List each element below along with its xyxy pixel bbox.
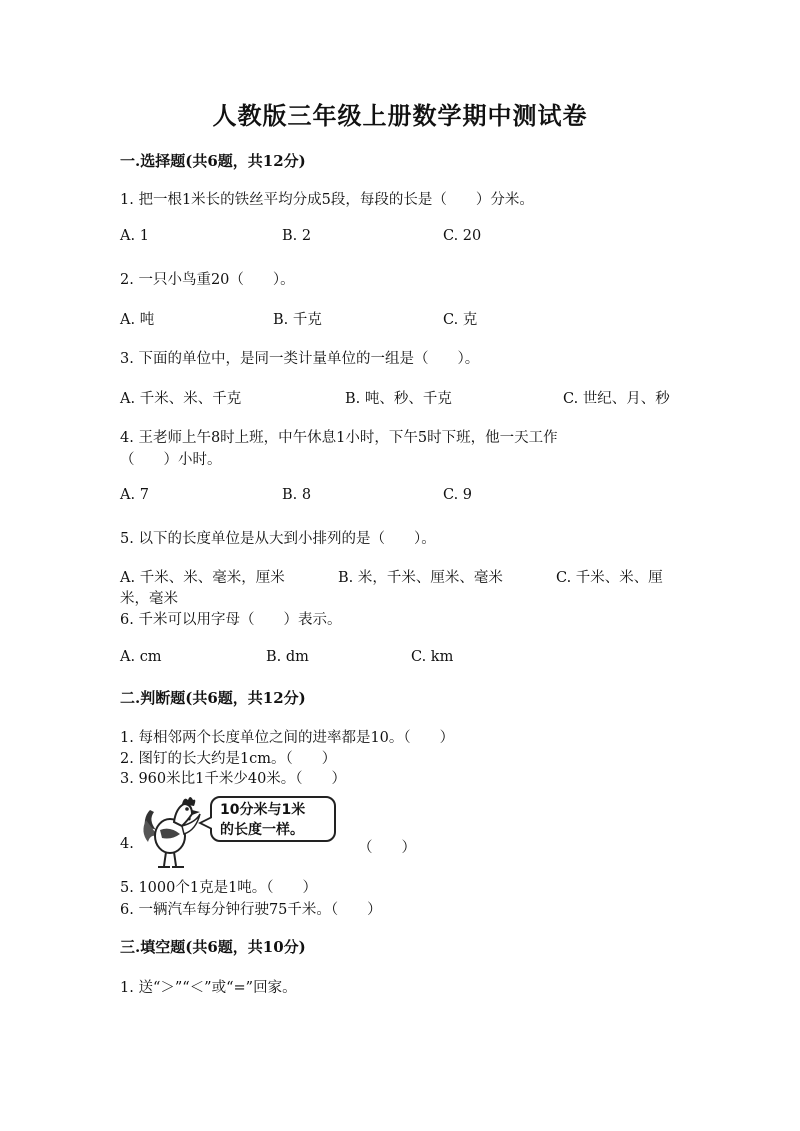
speech-bubble-line2: 的长度一样。 [220,822,304,838]
section-heading-judgement: 二.判断题(共6题，共12分) [120,689,306,707]
option-b: B. 8 [282,487,312,503]
fill-item: 1. 送“＞”“＜”或“=”回家。 [120,980,297,996]
question-text: 5. 以下的长度单位是从大到小排列的是（ ）。 [120,531,436,547]
option-a: A. 千米、米、毫米，厘米 [120,570,285,586]
speech-bubble [210,796,336,842]
rooster-icon [140,790,210,870]
speech-bubble-line1: 10分米与1米 [220,802,306,818]
option-a: A. 千米、米、千克 [120,391,242,407]
section-heading-choice: 一.选择题(共6题，共12分) [120,152,306,170]
speech-bubble-tail-inner [202,818,212,828]
option-c: C. 世纪、月、秒 [563,391,670,407]
option-b: B. 千克 [273,312,322,328]
section-heading-fill: 三.填空题(共6题，共10分) [120,938,306,956]
option-c: C. 9 [443,487,473,503]
page-title: 人教版三年级上册数学期中测试卷 [212,101,588,130]
question-text: 2. 一只小鸟重20（ ）。 [120,272,295,288]
answer-paren: （ ） [358,840,416,856]
option-c: C. 20 [443,228,482,244]
option-a: A. 吨 [120,312,155,328]
option-c: C. km [411,649,454,665]
judgement-item: 3. 960米比1千米少40米。（ ） [120,771,347,787]
option-a: A. cm [120,649,162,665]
option-a-continued: 米，毫米 [120,591,178,607]
option-b: B. 2 [282,228,312,244]
judgement-item: 1. 每相邻两个长度单位之间的进率都是10。（ ） [120,730,455,746]
option-a: A. 7 [120,487,149,503]
option-c: C. 千米、米、厘 [556,570,663,586]
judgement-item: 5. 1000个1克是1吨。（ ） [120,880,318,896]
question-text-line1: 4. 王老师上午8时上班，中午休息1小时，下午5时下班，他一天工作 [120,430,558,446]
question-text: 3. 下面的单位中，是同一类计量单位的一组是（ ）。 [120,351,480,367]
option-b: B. 吨、秒、千克 [345,391,452,407]
option-a: A. 1 [120,228,149,244]
judgement-item-number: 4. [120,836,134,852]
judgement-item: 6. 一辆汽车每分钟行驶75千米。（ ） [120,902,382,918]
option-b: B. 米，千米、厘米、毫米 [338,570,503,586]
question-text: 1. 把一根1米长的铁丝平均分成5段，每段的长是（ ）分米。 [120,192,534,208]
question-text: 6. 千米可以用字母（ ）表示。 [120,612,342,628]
judgement-item: 2. 图钉的长大约是1cm。（ ） [120,751,337,767]
option-c: C. 克 [443,312,478,328]
question-text-line2: （ ）小时。 [120,452,222,468]
option-b: B. dm [266,649,309,665]
rooster-illustration [140,790,350,870]
